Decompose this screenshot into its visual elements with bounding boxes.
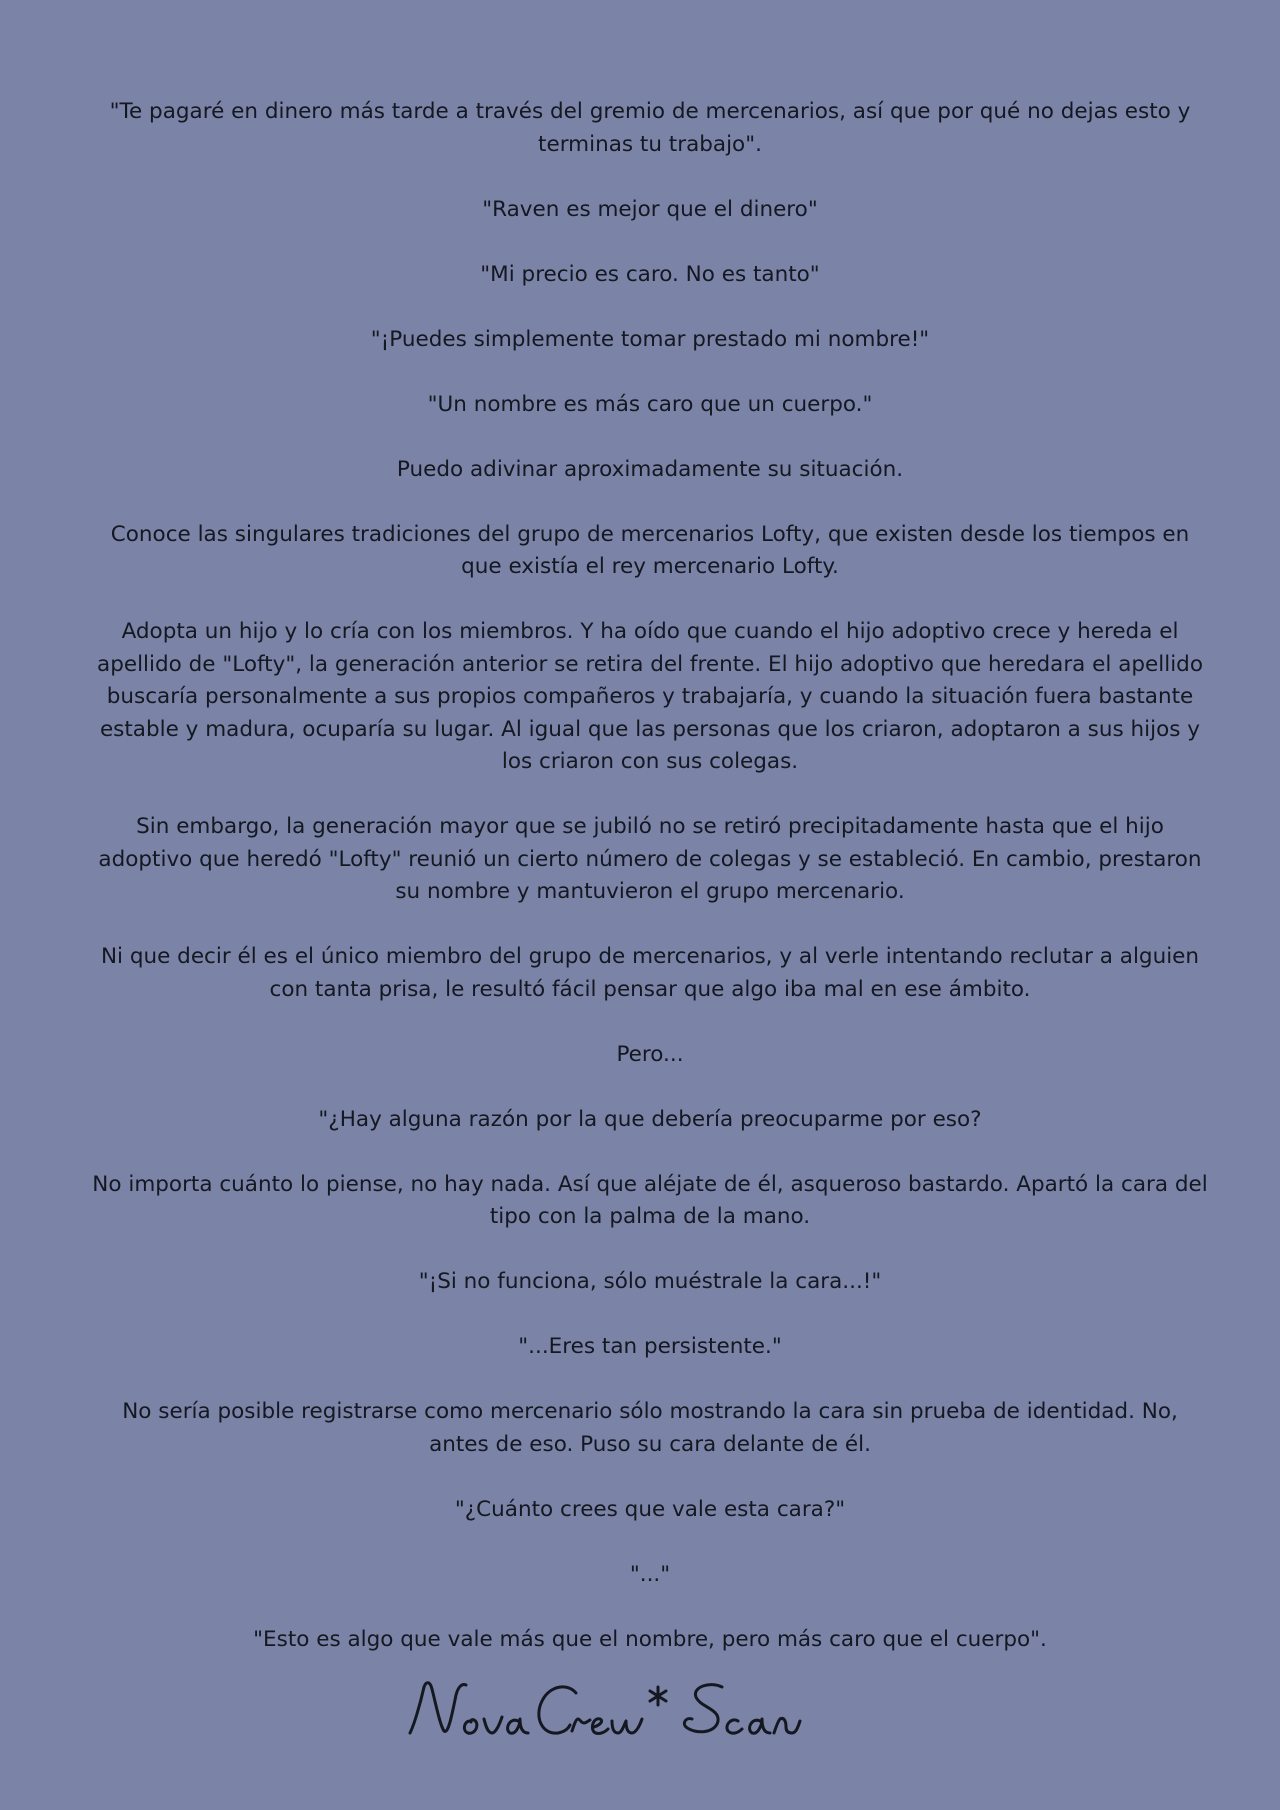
paragraph: "¿Hay alguna razón por la que debería preocuparme por eso?	[318, 1106, 982, 1132]
paragraph: Adopta un hijo y lo cría con los miembros. Y ha oído que cuando el hijo adoptivo crece y hereda el apellido de "Lofty", la generación anterior se retira del frente. El hijo adoptivo que heredara el apellido buscaría personalmente a sus propios compañeros y trabajaría, y cuando la situación fuera bastante estable y madura, ocuparía su lugar. Al igual que las personas que los criaron, adoptaron a sus hijos y los criaron con sus colegas.	[97, 619, 1203, 774]
paragraph: "Te pagaré en dinero más tarde a través del gremio de mercenarios, así que por qué no dejas esto y terminas tu trabajo".	[109, 99, 1191, 157]
paragraph: "Esto es algo que vale más que el nombre, pero más caro que el cuerpo".	[253, 1626, 1047, 1652]
story-text	[90, 96, 1210, 1656]
paragraph: "Un nombre es más caro que un cuerpo."	[427, 391, 873, 417]
paragraph: No importa cuánto lo piense, no hay nada. Así que aléjate de él, asqueroso bastardo. Apartó la cara del tipo con la palma de la mano.	[92, 1171, 1208, 1229]
paragraph: "¡Si no funciona, sólo muéstrale la cara...!"	[418, 1269, 882, 1294]
scanlation-signature-logo	[400, 1665, 900, 1755]
paragraph: Puedo adivinar aproximadamente su situación.	[396, 456, 904, 482]
paragraph: Ni que decir él es el único miembro del grupo de mercenarios, y al verle intentando reclutar a alguien con tanta prisa, le resultó fácil pensar que algo iba mal en ese ámbito.	[100, 944, 1200, 1002]
paragraph: No sería posible registrarse como mercenario sólo mostrando la cara sin prueba de identidad. No, antes de eso. Puso su cara delante de él.	[122, 1399, 1178, 1457]
paragraph: "..."	[629, 1561, 671, 1587]
paragraph: Pero...	[616, 1041, 684, 1067]
paragraph: Conoce las singulares tradiciones del grupo de mercenarios Lofty, que existen desde los tiempos en que existía el rey mercenario Lofty.	[110, 521, 1190, 579]
signature-script-icon	[400, 1665, 900, 1755]
paragraph: "Raven es mejor que el dinero"	[482, 196, 818, 222]
paragraph: "Mi precio es caro. No es tanto"	[480, 261, 820, 287]
paragraph: Sin embargo, la generación mayor que se jubiló no se retiró precipitadamente hasta que el hijo adoptivo que heredó "Lofty" reunió un cierto número de colegas y se estableció. En cambio, prestaron su nombre y mantuvieron el grupo mercenario.	[98, 814, 1202, 904]
paragraph: "¡Puedes simplemente tomar prestado mi nombre!"	[370, 326, 930, 352]
paragraph: "...Eres tan persistente."	[518, 1334, 782, 1359]
paragraph: "¿Cuánto crees que vale esta cara?"	[454, 1496, 846, 1522]
